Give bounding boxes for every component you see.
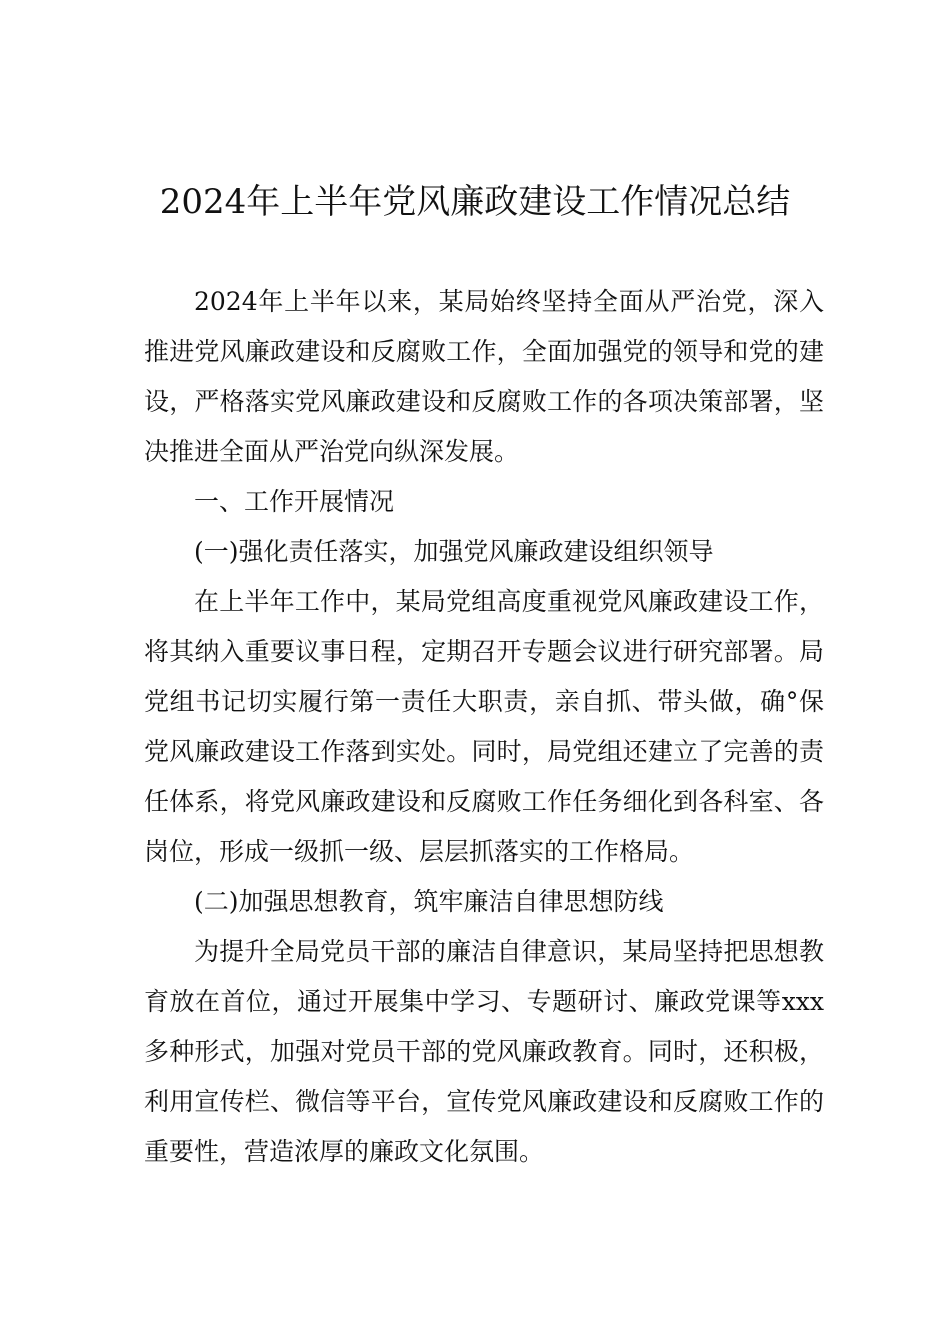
document-body: [144, 277, 824, 1177]
subsection-heading-responsibility: (一)强化责任落实，加强党风廉政建设组织领导: [194, 537, 714, 566]
responsibility-paragraph: 在上半年工作中，某局党组高度重视党风廉政建设工作，将其纳入重要议事日程，定期召开专题会议进行研究部署。局党组书记切实履行第一责任大职责，亲自抓、带头做，确°保党风廉政建设工作落到实处。同时，局党组还建立了完善的责任体系，将党风廉政建设和反腐败工作任务细化到各科室、各岗位，形成一级抓一级、层层抓落实的工作格局。: [144, 587, 824, 866]
document-title: 2024年上半年党风廉政建设工作情况总结: [159, 182, 791, 222]
education-paragraph: 为提升全局党员干部的廉洁自律意识，某局坚持把思想教育放在首位，通过开展集中学习、专题研讨、廉政党课等xxx多种形式，加强对党员干部的党风廉政教育。同时，还积极，利用宣传栏、微信等平台，宣传党风廉政建设和反腐败工作的重要性，营造浓厚的廉政文化氛围。: [144, 937, 824, 1166]
subsection-heading-education: (二)加强思想教育，筑牢廉洁自律思想防线: [194, 887, 664, 916]
intro-paragraph: 2024年上半年以来，某局始终坚持全面从严治党，深入推进党风廉政建设和反腐败工作，全面加强党的领导和党的建设，严格落实党风廉政建设和反腐败工作的各项决策部署，坚决推进全面从严治党向纵深发展。: [144, 287, 824, 466]
section-heading-work-progress: 一、工作开展情况: [194, 487, 395, 516]
